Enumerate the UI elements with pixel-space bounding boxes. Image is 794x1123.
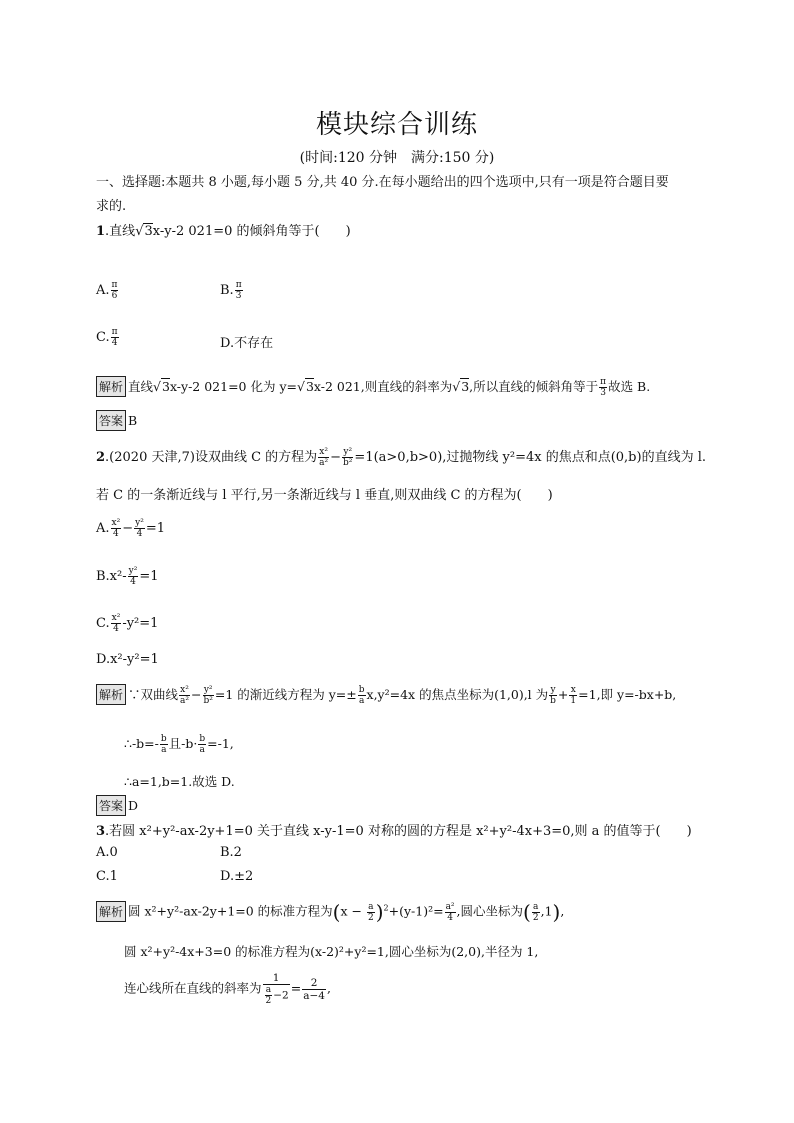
exam-info: (时间:120 分钟 满分:150 分) (299, 150, 495, 166)
option-a: A. $\frac{\text{x²}}{4}$ − $\frac{\text{y²}}{4}$ =1 (96, 518, 165, 539)
option-a: A. $\frac{\pi}{6}$ (96, 280, 118, 301)
question-2-analysis-line2: ∴-b=- $\frac{b}{a}$ 且-b· $\frac{b}{a}$ =-1, (124, 734, 234, 755)
question-2-analysis-line3: ∴a=1,b=1.故选 D. (124, 774, 235, 789)
option-d: D.±2 (220, 869, 254, 884)
option-d: D.x²-y²=1 (96, 652, 159, 667)
option-b: B.x²- $\frac{\text{y²}}{4}$ =1 (96, 566, 159, 587)
question-2-analysis-line1: 解析 ∵双曲线 $\frac{\text{x²}}{\text{a²}}$ − $\frac{\text{y²}}{\text{b²}}$ =1 的渐近线方程为 y=± $\frac{b}{a}$ x,y²=4x 的焦点坐标为(1,0),l 为 $\frac{y}{b}$ + $\frac{x}{1}$ =1,即 y=-bx+b, (96, 684, 676, 706)
sqrt-symbol: √3 (135, 224, 153, 239)
question-3-analysis-line3: 连心线所在直线的斜率为 1 $\frac{a}{2}$ −2 = $\frac{2}{a-4}$ , (124, 972, 331, 1006)
question-number: 1 (96, 224, 106, 239)
section-heading-line1: 一、选择题:本题共 8 小题,每小题 5 分,共 40 分.在每小题给出的四个选项中,只有一项是符合题目要 (96, 175, 669, 190)
analysis-label: 解析 (96, 376, 126, 397)
question-3-analysis-line1: 解析 圆 x²+y²-ax-2y+1=0 的标准方程为(x − $\frac{a}{2}$ )$^2$+(y-1)²= $\frac{\text{a²}}{4}$ ,圆心坐标为( $\frac{a}{2}$ ,1), (96, 900, 564, 924)
question-2-stem-line2: 若 C 的一条渐近线与 l 平行,另一条渐近线与 l 垂直,则双曲线 C 的方程为( ) (96, 488, 553, 503)
question-number: 2 (96, 450, 106, 465)
option-d: D.不存在 (220, 336, 274, 351)
option-c: C. $\frac{\text{x²}}{4}$ -y²=1 (96, 613, 159, 634)
question-1-stem: 1.直线√3x-y-2 021=0 的倾斜角等于( ) (96, 224, 351, 239)
question-3-analysis-line2: 圆 x²+y²-4x+3=0 的标准方程为(x-2)²+y²=1,圆心坐标为(2,0),半径为 1, (124, 944, 539, 959)
section-heading-line2: 求的. (96, 199, 127, 214)
analysis-label: 解析 (96, 684, 126, 705)
option-b: B.2 (220, 845, 242, 860)
analysis-label: 解析 (96, 901, 126, 922)
page-title: 模块综合训练 (315, 110, 478, 140)
option-b: B. $\frac{\pi}{3}$ (220, 280, 242, 301)
question-1-answer: 答案 B (96, 410, 137, 431)
question-number: 3 (96, 824, 106, 839)
answer-label: 答案 (96, 410, 126, 431)
question-1-analysis: 解析 直线√3x-y-2 021=0 化为 y=√3x-2 021,则直线的斜率为√3,所以直线的倾斜角等于 $\frac{\pi}{3}$ 故选 B. (96, 376, 650, 398)
option-a: A.0 (96, 845, 118, 860)
question-2-answer: 答案 D (96, 795, 138, 816)
option-c: C.1 (96, 869, 118, 884)
question-3-stem: 3.若圆 x²+y²-ax-2y+1=0 关于直线 x-y-1=0 对称的圆的方程是 x²+y²-4x+3=0,则 a 的值等于( ) (96, 824, 692, 839)
question-2-stem-line1: 2.(2020 天津,7)设双曲线 C 的方程为 $\frac{\text{x²}}{\text{a²}}$ − $\frac{\text{y²}}{\text{b²}}$ =1(a>0,b>0),过抛物线 y²=4x 的焦点和点(0,b)的直线为 l. (96, 447, 706, 468)
option-c: C. $\frac{\pi}{4}$ (96, 327, 118, 348)
answer-label: 答案 (96, 795, 126, 816)
